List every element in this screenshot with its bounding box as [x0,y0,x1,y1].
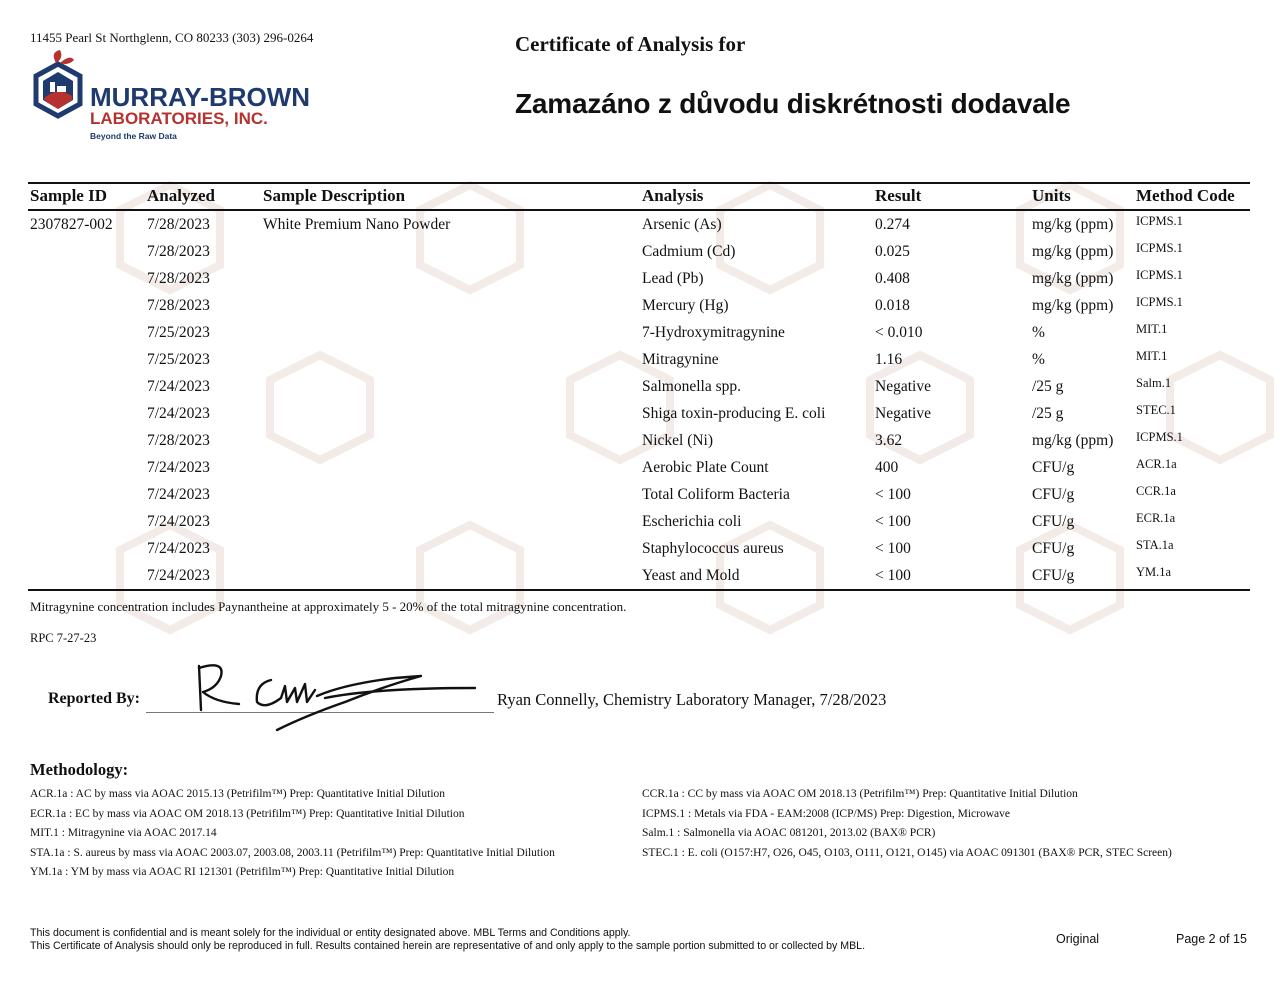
cell-units: % [1032,351,1045,368]
lab-logo [26,50,326,145]
methodology-entry: Salm.1 : Salmonella via AOAC 081201, 2013.02 (BAX® PCR) [642,827,936,839]
header-analysis: Analysis [642,186,704,205]
cell-method: STEC.1 [1136,403,1176,417]
methodology-entry: ECR.1a : EC by mass via AOAC OM 2018.13 (Petrifilm™) Prep: Quantitative Initial Dilution [30,807,465,820]
cell-analyzed: 7/24/2023 [147,540,210,557]
methodology-entry: MIT.1 : Mitragynine via AOAC 2017.14 [30,827,217,839]
cell-units: mg/kg (ppm) [1032,243,1114,260]
logo-name-line2: LABORATORIES, INC. [90,109,268,128]
cell-analysis: Lead (Pb) [642,270,704,287]
cell-units: CFU/g [1032,567,1075,584]
cell-method: ICPMS.1 [1136,268,1183,282]
cell-analyzed: 7/28/2023 [147,216,210,233]
original-label: Original [1056,932,1100,946]
cell-analysis: Shiga toxin-producing E. coli [642,405,826,422]
cell-units: CFU/g [1032,459,1075,476]
cell-analyzed: 7/24/2023 [147,513,210,530]
cell-result: < 100 [875,513,911,530]
cell-method: ICPMS.1 [1136,241,1183,255]
cell-analyzed: 7/24/2023 [147,459,210,476]
table-header-rule [28,209,1250,211]
methodology-entry: ICPMS.1 : Metals via FDA - EAM:2008 (ICP/MS) Prep: Digestion, Microwave [642,807,1010,820]
methodology-entry: CCR.1a : CC by mass via AOAC OM 2018.13 (Petrifilm™) Prep: Quantitative Initial Dilution [642,788,1078,800]
cell-units: CFU/g [1032,486,1075,503]
confidentiality-footer [30,927,865,953]
methodology-entry: YM.1a : YM by mass via AOAC RI 121301 (Petrifilm™) Prep: Quantitative Initial Dilution [30,866,455,878]
cell-analysis: 7-Hydroxymitragynine [642,324,785,341]
page-number: Page 2 of 15 [1176,932,1247,946]
reported-by-label: Reported By: [48,690,140,707]
cell-analysis: Nickel (Ni) [642,432,714,449]
supplier-name: Zamazáno z důvodu diskrétnosti dodavale [515,88,1071,119]
certificate-title: Certificate of Analysis for [515,32,746,56]
cell-method: YM.1a [1136,565,1172,579]
cell-units: mg/kg (ppm) [1032,297,1114,314]
cell-result: < 100 [875,486,911,503]
cell-method: ECR.1a [1136,511,1176,525]
cell-result: 0.274 [875,216,910,233]
methodology-entry: STA.1a : S. aureus by mass via AOAC 2003.07, 2003.08, 2003.11 (Petrifilm™) Prep: Quantitative Initial Dilution [30,846,555,859]
cell-analyzed: 7/25/2023 [147,351,210,368]
cell-analyzed: 7/25/2023 [147,324,210,341]
cell-analyzed: 7/24/2023 [147,378,210,395]
cell-units: CFU/g [1032,513,1075,530]
cell-analysis: Arsenic (As) [642,216,722,233]
header-result: Result [875,186,922,205]
cell-units: % [1032,324,1045,341]
cell-units: /25 g [1032,378,1064,395]
cell-result: 0.018 [875,297,910,314]
cell-result: < 100 [875,567,911,584]
footer-line-2: This Certificate of Analysis should only be reproduced in full. Results contained herein are representative of and only apply to the sample portion submitted to or collected by MBL. [30,940,866,952]
cell-analyzed: 7/24/2023 [147,486,210,503]
cell-method: ACR.1a [1136,457,1177,471]
cell-method: Salm.1 [1136,376,1172,390]
logo-name-line1: MURRAY-BROWN [90,82,311,112]
cell-analysis: Mercury (Hg) [642,297,729,314]
logo-tagline: Beyond the Raw Data [90,131,177,141]
cell-analysis: Cadmium (Cd) [642,243,736,260]
header-method-code: Method Code [1136,186,1235,205]
cell-units: CFU/g [1032,540,1075,557]
mitragynine-note: Mitragynine concentration includes Paynantheine at approximately 5 - 20% of the total mitragynine concentration. [30,599,627,614]
cell-analysis: Salmonella spp. [642,378,742,395]
cell-analyzed: 7/28/2023 [147,432,210,449]
cell-method: ICPMS.1 [1136,214,1183,228]
cell-result: < 100 [875,540,911,557]
cell-method: ICPMS.1 [1136,430,1183,444]
rpc-code: RPC 7-27-23 [30,631,97,645]
sample-description-value: White Premium Nano Powder [263,216,451,233]
sample-id-value: 2307827-002 [30,216,113,233]
cell-analysis: Total Coliform Bacteria [642,486,790,503]
cell-analysis: Aerobic Plate Count [642,459,769,476]
cell-units: mg/kg (ppm) [1032,216,1114,233]
table-top-rule [28,182,1250,184]
cell-method: MIT.1 [1136,349,1168,363]
methodology-entry: STEC.1 : E. coli (O157:H7, O26, O45, O103, O111, O121, O145) via AOAC 091301 (BAX® PCR, STEC Screen) [642,846,1172,859]
cell-result: 0.408 [875,270,910,287]
table-bottom-rule [28,589,1250,591]
cell-units: /25 g [1032,405,1064,422]
cell-analyzed: 7/28/2023 [147,243,210,260]
reporter-name: Ryan Connelly, Chemistry Laboratory Manager, 7/28/2023 [497,690,887,709]
cell-result: Negative [875,405,931,422]
cell-result: 3.62 [875,432,903,449]
cell-analysis: Escherichia coli [642,513,742,530]
cell-method: MIT.1 [1136,322,1168,336]
cell-method: STA.1a [1136,538,1174,552]
header-units: Units [1032,186,1071,205]
cell-result: < 0.010 [875,324,923,341]
signature-image [185,658,485,740]
cell-result: 1.16 [875,351,903,368]
cell-analyzed: 7/24/2023 [147,405,210,422]
cell-analyzed: 7/24/2023 [147,567,210,584]
cell-units: mg/kg (ppm) [1032,432,1114,449]
cell-method: ICPMS.1 [1136,295,1183,309]
lab-address: 11455 Pearl St Northglenn, CO 80233 (303) 296-0264 [30,30,314,45]
header-sample-id: Sample ID [30,186,107,205]
cell-analyzed: 7/28/2023 [147,270,210,287]
cell-method: CCR.1a [1136,484,1176,498]
cell-result: 0.025 [875,243,910,260]
cell-units: mg/kg (ppm) [1032,270,1114,287]
footer-line-1: This document is confidential and is meant solely for the individual or entity designated above. MBL Terms and Conditions apply. [30,927,631,939]
cell-analysis: Yeast and Mold [642,567,740,584]
logo-emblem-icon [36,50,80,116]
cell-result: 400 [875,459,899,476]
cell-analysis: Mitragynine [642,351,719,368]
cell-analysis: Staphylococcus aureus [642,540,784,557]
cell-result: Negative [875,378,931,395]
header-analyzed: Analyzed [147,186,215,205]
methodology-entry: ACR.1a : AC by mass via AOAC 2015.13 (Petrifilm™) Prep: Quantitative Initial Dilution [30,788,446,800]
header-sample-description: Sample Description [263,186,406,205]
methodology-title: Methodology: [30,760,129,779]
cell-analyzed: 7/28/2023 [147,297,210,314]
